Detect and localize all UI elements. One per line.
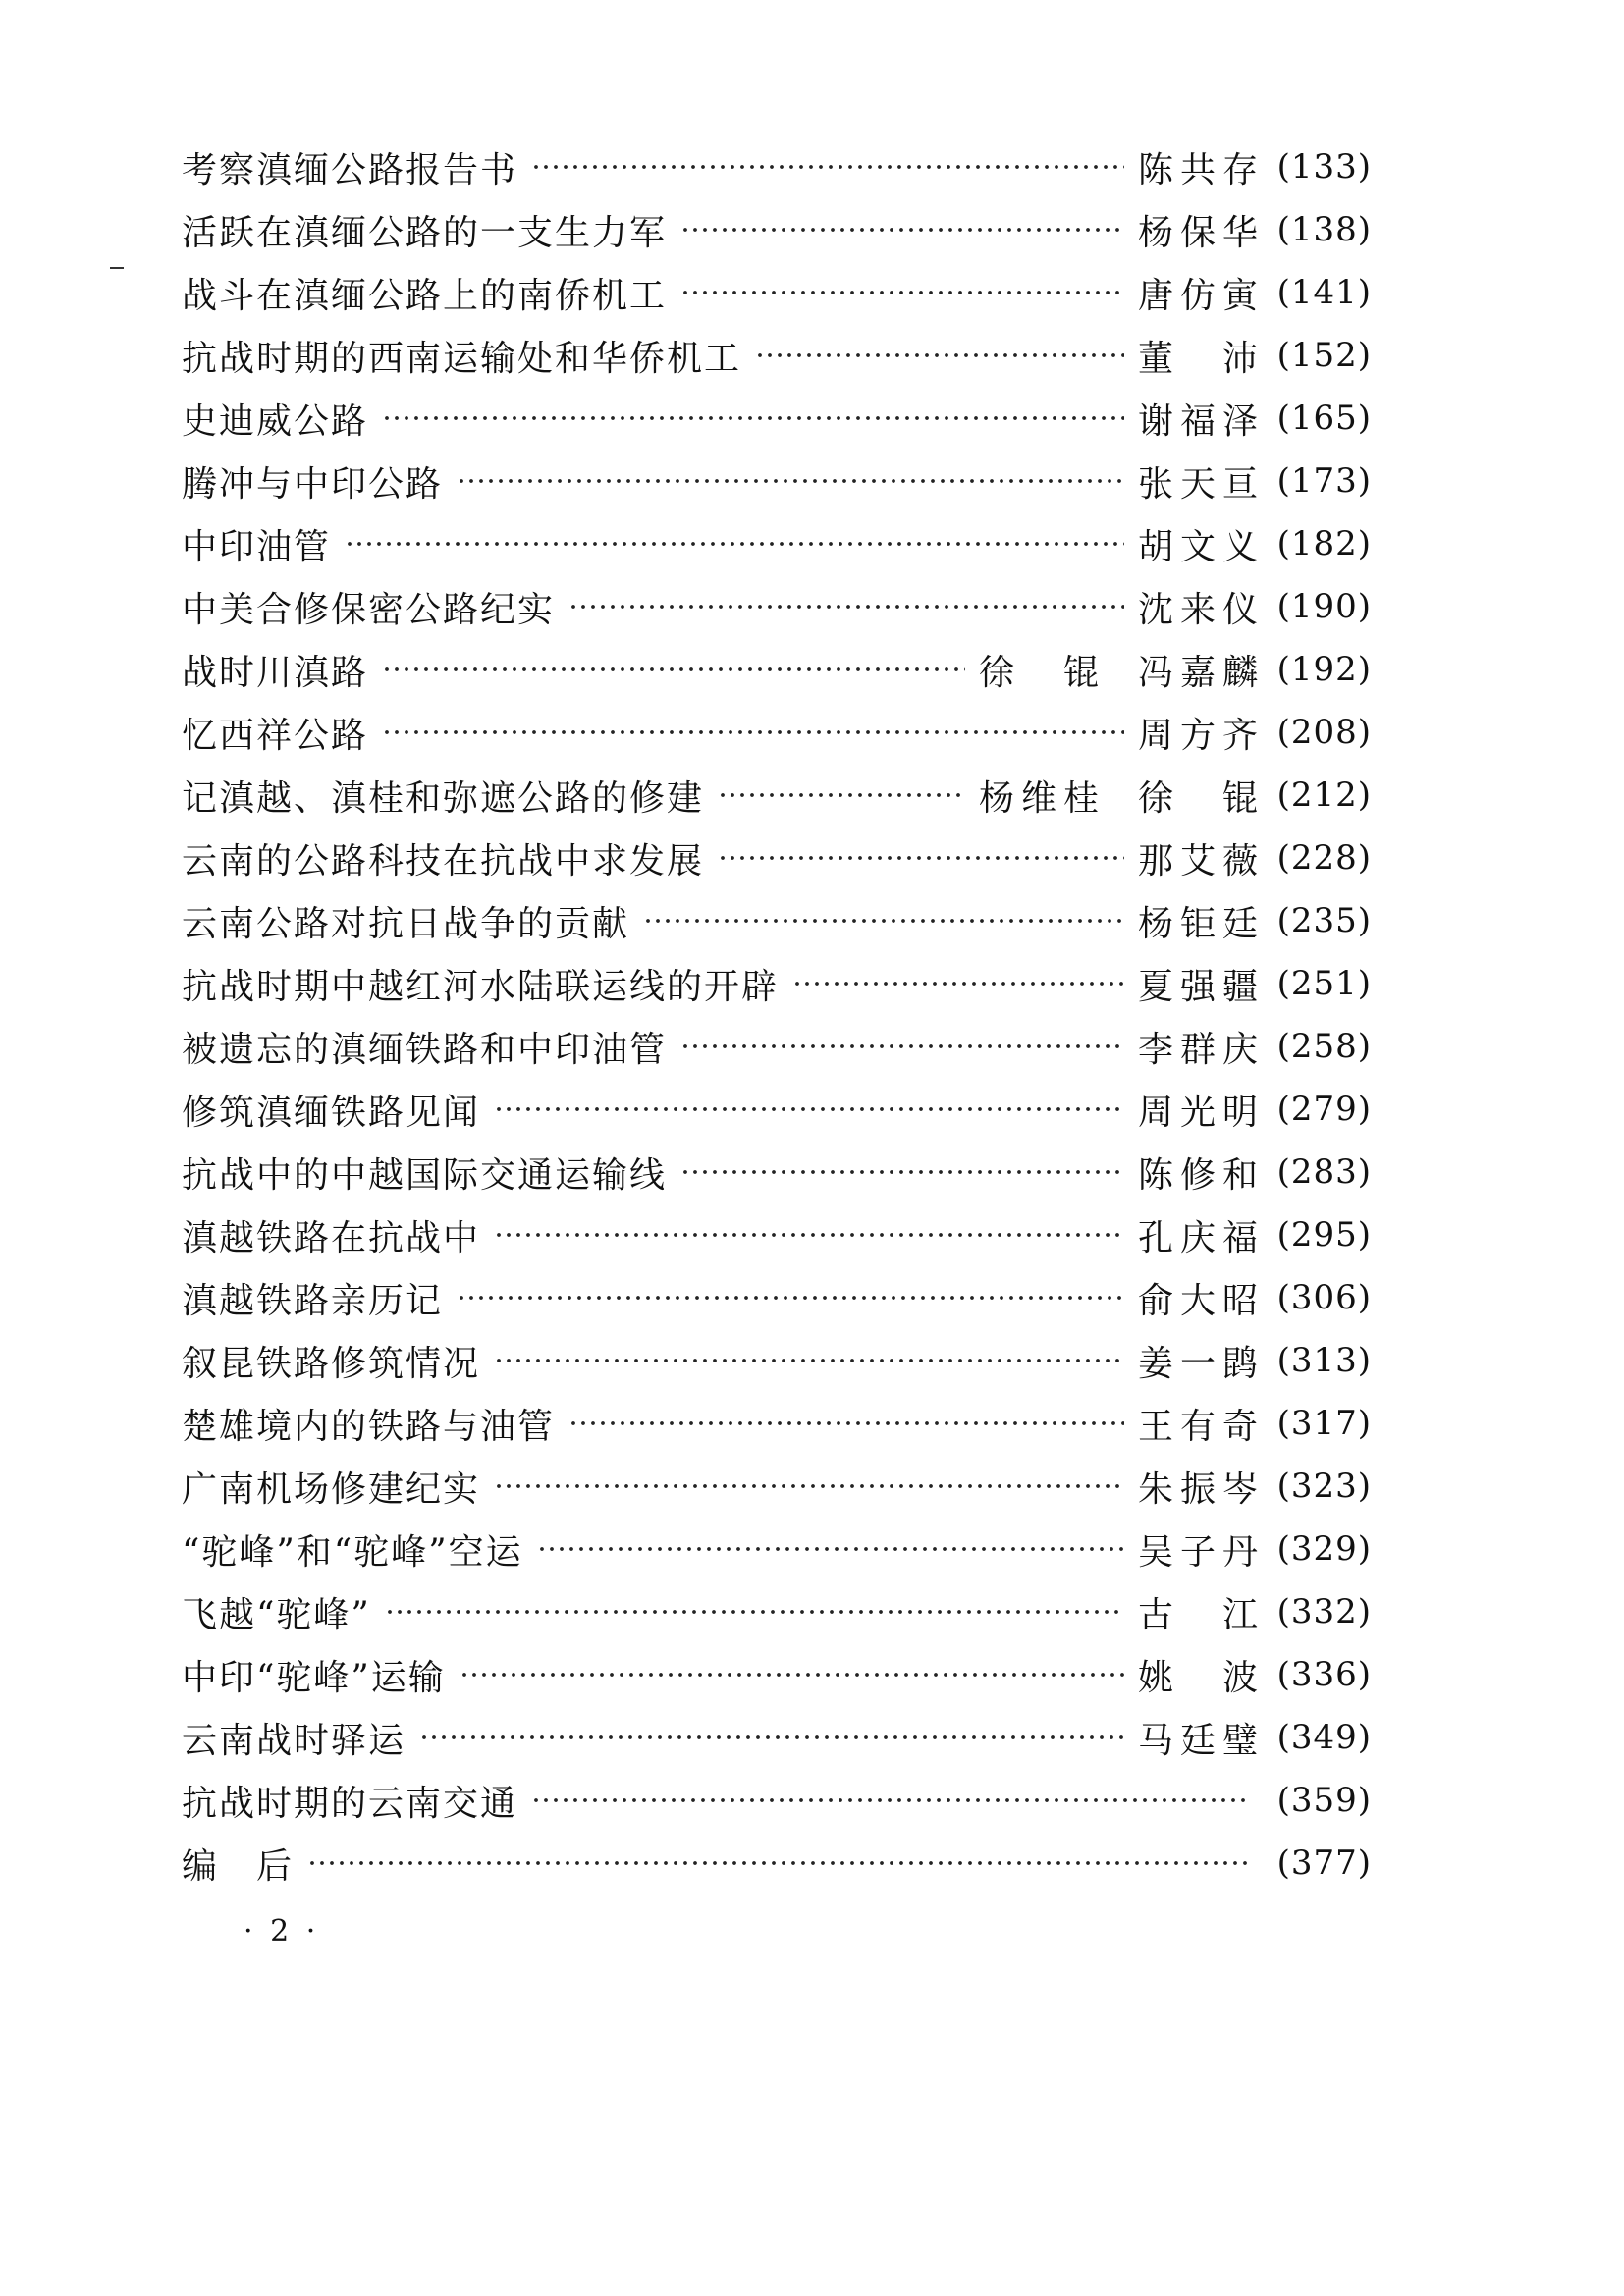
entry-title: 抗战中的中越国际交通运输线 (182, 1154, 668, 1196)
dot-leader (382, 715, 1124, 750)
entry-author: 徐 锟 (979, 652, 1103, 693)
entry-title: 史迪威公路 (182, 400, 369, 442)
entry-title: 被遗忘的滇缅铁路和中印油管 (182, 1029, 668, 1070)
dot-leader (680, 212, 1124, 247)
entry-title: 中印“驼峰”运输 (182, 1657, 446, 1698)
entry-author: 姚 波 (1138, 1657, 1262, 1698)
dot-leader (457, 463, 1124, 499)
entry-page-number: (138) (1276, 210, 1372, 249)
entry-title: 云南公路对抗日战争的贡献 (182, 903, 630, 944)
entry-title: 叙昆铁路修筑情况 (182, 1343, 481, 1384)
entry-page-number: (133) (1276, 147, 1372, 187)
entry-author: 俞大昭 (1138, 1280, 1262, 1321)
entry-title: 战斗在滇缅公路上的南侨机工 (182, 275, 668, 316)
toc-entry (182, 1392, 1372, 1455)
toc-entry (182, 512, 1372, 575)
page-folio: · 2 · (244, 1914, 320, 1949)
toc-entry (182, 1455, 1372, 1518)
entry-page-number: (336) (1276, 1655, 1372, 1694)
entry-title: 云南的公路科技在抗战中求发展 (182, 840, 705, 881)
entry-page-number: (332) (1276, 1592, 1372, 1631)
entry-page-number: (359) (1276, 1781, 1372, 1820)
dot-leader (494, 1092, 1124, 1127)
entry-title: 抗战时期的云南交通 (182, 1783, 518, 1824)
dot-leader (568, 589, 1124, 624)
dot-leader (680, 275, 1124, 310)
toc-entry (182, 827, 1372, 889)
dot-leader (568, 1406, 1124, 1441)
entry-author: 周光明 (1138, 1092, 1262, 1133)
entry-title: 忆西祥公路 (182, 715, 369, 756)
toc-entry (182, 889, 1372, 952)
dot-leader (755, 338, 1124, 373)
entry-title: 抗战时期的西南运输处和华侨机工 (182, 338, 742, 379)
entry-page-number: (182) (1276, 524, 1372, 563)
dot-leader (718, 777, 965, 813)
toc-entry (182, 701, 1372, 764)
dot-leader (494, 1217, 1124, 1253)
entry-author: 陈共存 (1138, 149, 1262, 190)
entry-title: 云南战时驿运 (182, 1720, 406, 1761)
entry-page-number: (235) (1276, 901, 1372, 940)
entry-title: 腾冲与中印公路 (182, 463, 444, 505)
dot-leader (385, 1594, 1124, 1629)
entry-page-number: (349) (1276, 1718, 1372, 1757)
dot-leader (419, 1720, 1124, 1755)
entry-author: 吴子丹 (1138, 1531, 1262, 1573)
toc-entry (182, 952, 1372, 1015)
entry-author: 王有奇 (1138, 1406, 1262, 1447)
entry-page-number: (152) (1276, 336, 1372, 375)
entry-author: 周方齐 (1138, 715, 1262, 756)
entry-page-number: (190) (1276, 587, 1372, 626)
entry-title: 编 后 (182, 1845, 295, 1887)
entry-author: 古 江 (1138, 1594, 1262, 1635)
dot-leader (680, 1154, 1124, 1190)
toc-entry (182, 387, 1372, 450)
entry-title: 战时川滇路 (182, 652, 369, 693)
entry-title: 活跃在滇缅公路的一支生力军 (182, 212, 668, 253)
dot-leader (307, 1845, 1248, 1881)
dot-leader (643, 903, 1124, 938)
dot-leader (345, 526, 1124, 561)
entry-page-number: (279) (1276, 1090, 1372, 1129)
dot-leader (460, 1657, 1124, 1692)
dot-leader (382, 400, 1124, 436)
table-of-contents (182, 135, 1372, 1895)
toc-entry (182, 1203, 1372, 1266)
dot-leader (718, 840, 1124, 876)
toc-entry (182, 450, 1372, 512)
entry-page-number: (228) (1276, 838, 1372, 878)
margin-mark (110, 267, 124, 269)
entry-author: 陈修和 (1138, 1154, 1262, 1196)
entry-title: 飞越“驼峰” (182, 1594, 371, 1635)
dot-leader (494, 1468, 1124, 1504)
toc-entry (182, 1266, 1372, 1329)
entry-page-number: (208) (1276, 713, 1372, 752)
entry-title: 滇越铁路亲历记 (182, 1280, 444, 1321)
entry-author: 李群庆 (1138, 1029, 1262, 1070)
entry-page-number: (251) (1276, 964, 1372, 1003)
entry-author: 冯嘉麟 (1138, 652, 1262, 693)
entry-page-number: (173) (1276, 461, 1372, 501)
toc-entry (182, 261, 1372, 324)
toc-entry (182, 1706, 1372, 1769)
entry-title: 记滇越、滇桂和弥遮公路的修建 (182, 777, 705, 819)
entry-page-number: (258) (1276, 1027, 1372, 1066)
toc-entry (182, 1518, 1372, 1580)
dot-leader (382, 652, 965, 687)
entry-author: 孔庆福 (1138, 1217, 1262, 1258)
entry-page-number: (165) (1276, 399, 1372, 438)
entry-title: 考察滇缅公路报告书 (182, 149, 518, 190)
dot-leader (537, 1531, 1124, 1567)
entry-title: 广南机场修建纪实 (182, 1468, 481, 1510)
entry-title: 中印油管 (182, 526, 332, 567)
dot-leader (792, 966, 1124, 1001)
toc-entry (182, 1141, 1372, 1203)
entry-author: 董 沛 (1138, 338, 1262, 379)
toc-entry (182, 1015, 1372, 1078)
entry-author: 张天亘 (1138, 463, 1262, 505)
toc-entry (182, 764, 1372, 827)
entry-author: 朱振岑 (1138, 1468, 1262, 1510)
entry-author: 谢福泽 (1138, 400, 1262, 442)
entry-page-number: (313) (1276, 1341, 1372, 1380)
entry-page-number: (295) (1276, 1215, 1372, 1255)
dot-leader (531, 1783, 1248, 1818)
toc-entry (182, 1078, 1372, 1141)
entry-author: 徐 锟 (1138, 777, 1262, 819)
entry-page-number: (141) (1276, 273, 1372, 312)
entry-page-number: (212) (1276, 775, 1372, 815)
entry-author: 那艾薇 (1138, 840, 1262, 881)
entry-page-number: (377) (1276, 1843, 1372, 1883)
toc-entry (182, 135, 1372, 198)
toc-entry (182, 638, 1372, 701)
entry-author: 胡文义 (1138, 526, 1262, 567)
dot-leader (457, 1280, 1124, 1315)
toc-entry (182, 198, 1372, 261)
entry-page-number: (317) (1276, 1404, 1372, 1443)
entry-title: “驼峰”和“驼峰”空运 (182, 1531, 523, 1573)
entry-author: 夏强疆 (1138, 966, 1262, 1007)
dot-leader (494, 1343, 1124, 1378)
entry-page-number: (192) (1276, 650, 1372, 689)
entry-page-number: (283) (1276, 1152, 1372, 1192)
entry-author: 马廷璧 (1138, 1720, 1262, 1761)
entry-author: 沈来仪 (1138, 589, 1262, 630)
entry-author: 杨维桂 (979, 777, 1103, 819)
entry-title: 楚雄境内的铁路与油管 (182, 1406, 556, 1447)
toc-entry (182, 1329, 1372, 1392)
entry-title: 中美合修保密公路纪实 (182, 589, 556, 630)
toc-entry (182, 1769, 1372, 1832)
entry-title: 修筑滇缅铁路见闻 (182, 1092, 481, 1133)
entry-author: 唐仿寅 (1138, 275, 1262, 316)
entry-title: 抗战时期中越红河水陆联运线的开辟 (182, 966, 780, 1007)
dot-leader (531, 149, 1124, 185)
toc-entry (182, 1580, 1372, 1643)
toc-entry (182, 1832, 1372, 1895)
toc-entry (182, 324, 1372, 387)
entry-page-number: (329) (1276, 1529, 1372, 1569)
entry-author: 杨钜廷 (1138, 903, 1262, 944)
toc-entry (182, 1643, 1372, 1706)
entry-author: 杨保华 (1138, 212, 1262, 253)
entry-author: 姜一鹍 (1138, 1343, 1262, 1384)
entry-page-number: (323) (1276, 1467, 1372, 1506)
entry-title: 滇越铁路在抗战中 (182, 1217, 481, 1258)
toc-entry (182, 575, 1372, 638)
entry-page-number: (306) (1276, 1278, 1372, 1317)
dot-leader (680, 1029, 1124, 1064)
